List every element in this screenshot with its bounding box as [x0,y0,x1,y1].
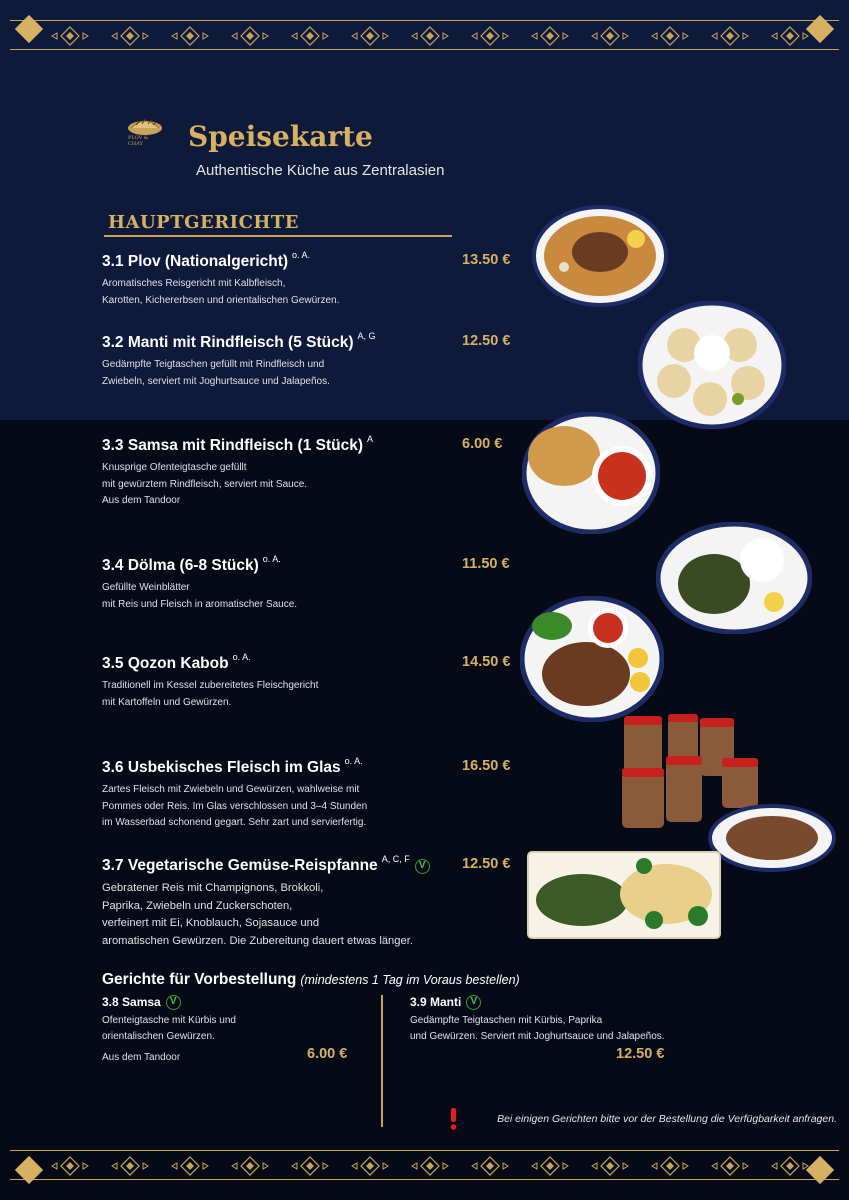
allergen-codes: o. A. [344,756,363,766]
qozon-kabob-photo [520,596,664,722]
border-diamond-motif [772,27,808,45]
dish-qozon-kabob [102,652,522,711]
restaurant-logo [126,117,164,147]
prebook-note: (mindestens 1 Tag im Voraus bestellen) [300,973,520,987]
allergen-codes: A [367,434,374,444]
border-diamond-motif [652,27,688,45]
dish-price: 16.50 € [462,758,511,774]
allergen-codes: o. A. [262,554,281,564]
dish-fleisch-im-glas [102,756,522,832]
prebook-price-samsa: 6.00 € [307,1046,348,1062]
dish-price: 14.50 € [462,654,511,670]
border-diamond-motif [472,27,508,45]
dish-description: Aromatisches Reisgericht mit Kalbfleisch, Karotten, Kichererbsen und orientalischen Gewürzen. [102,278,340,306]
vegetarian-icon: V [166,995,181,1010]
dish-price: 6.00 € [462,436,503,452]
diamond-border-pattern [10,1151,839,1181]
dish-doelma [102,554,522,613]
prebook-divider [381,995,383,1127]
border-diamond-motif [172,27,208,45]
diamond-border-pattern [10,21,839,51]
border-diamond-motif [592,1157,628,1175]
allergen-codes: o. A. [292,250,311,260]
allergen-codes: A, C, F [381,854,410,864]
border-diamond-motif [112,27,148,45]
border-diamond-motif [232,27,268,45]
border-diamond-motif [652,1157,688,1175]
availability-footnote: Bei einigen Gerichten bitte vor der Bestellung die Verfügbarkeit anfragen. [497,1113,837,1125]
dish-manti [102,331,522,390]
prebook-item-name: 3.9 Manti V [410,995,710,1010]
section-divider [104,235,452,237]
menu-subtitle: Authentische Küche aus Zentralasien [196,162,445,179]
prebook-item-extra: Aus dem Tandoor [102,1052,181,1063]
dish-description: Gefüllte Weinblätter mit Reis und Fleisch in aromatischer Sauce. [102,582,298,610]
doelma-photo [656,522,812,634]
dish-name: 3.4 Dölma (6-8 Stück) $^{o. A.}$ [102,554,281,574]
gemuese-reispfanne-photo [526,850,722,940]
border-diamond-motif [532,1157,568,1175]
exclamation-icon [449,1108,458,1130]
border-diamond-motif [412,27,448,45]
dish-name: 3.5 Qozon Kabob $^{o. A.}$ [102,652,251,672]
top-ornament-border [10,20,839,50]
border-diamond-motif [52,1157,88,1175]
dish-name: 3.3 Samsa mit Rindfleisch (1 Stück) $^A$ [102,434,374,454]
dish-description: Traditionell im Kessel zubereitetes Fleischgericht mit Kartoffeln und Gewürzen. [102,680,319,708]
border-diamond-motif [52,27,88,45]
logo-emblem-icon [126,117,164,137]
border-diamond-motif [292,1157,328,1175]
samsa-photo [522,412,660,534]
prebook-heading: Gerichte für Vorbestellung (mindestens 1 Tag im Voraus bestellen) [102,971,520,988]
border-diamond-motif [532,27,568,45]
border-diamond-motif [292,27,328,45]
prebook-price-manti: 12.50 € [616,1046,665,1062]
bottom-ornament-border [10,1150,839,1180]
prebook-item-description: Gedämpfte Teigtaschen mit Kürbis, Paprika und Gewürzen. Serviert mit Joghurtsauce und Jalapeños. [410,1015,665,1042]
border-diamond-motif [112,1157,148,1175]
border-diamond-motif [412,1157,448,1175]
border-diamond-motif [472,1157,508,1175]
menu-title: Speisekarte [188,120,373,153]
dish-name: 3.7 Vegetarische Gemüse-Reispfanne $^{A, C, F}$V [102,854,522,875]
prebook-item-name: 3.8 Samsa V [102,995,362,1010]
logo-text: PLOV & CHAY [128,135,149,147]
border-diamond-motif [232,1157,268,1175]
dish-description: Gedämpfte Teigtaschen gefüllt mit Rindfleisch und Zwiebeln, serviert mit Joghurtsauce und Jalapeños. [102,359,330,387]
vegetarian-icon: V [415,859,430,874]
allergen-codes: A, G [357,331,376,341]
dish-price: 12.50 € [462,856,511,872]
prebook-item-manti [410,995,710,1045]
plov-photo [532,205,668,307]
dish-description: Gebratener Reis mit Champignons, Brokkoli, Paprika, Zwiebeln und Zuckerschoten, verfeinert mit Ei, Knoblauch, Sojasauce und aromatischen Gewürzen. Die Zubereitung dauert etwas länger. [102,882,413,948]
border-diamond-motif [352,1157,388,1175]
dish-price: 13.50 € [462,252,511,268]
vegetarian-icon: V [466,995,481,1010]
border-diamond-motif [592,27,628,45]
border-diamond-motif [712,27,748,45]
prebook-item-description: Ofenteigtasche mit Kürbis und orientalischen Gewürzen. [102,1015,236,1042]
dish-samsa [102,434,522,510]
dish-plov [102,250,522,309]
dish-price: 11.50 € [462,556,510,572]
border-diamond-motif [772,1157,808,1175]
allergen-codes: o. A. [232,652,251,662]
dish-description: Knusprige Ofenteigtasche gefüllt mit gewürztem Rindfleisch, serviert mit Sauce. Aus dem Tandoor [102,462,308,506]
dish-name: 3.1 Plov (Nationalgericht) $^{o. A.}$ [102,250,311,270]
section-heading: HAUPTGERICHTE [108,212,300,233]
border-diamond-motif [352,27,388,45]
dish-description: Zartes Fleisch mit Zwiebeln und Gewürzen, wahlweise mit Pommes oder Reis. Im Glas verschlossen und 3–4 Stunden im Wasserbad schonend gegart. Sehr zart und servierfertig. [102,784,368,828]
dish-name: 3.6 Usbekisches Fleisch im Glas $^{o. A.}$ [102,756,363,776]
border-diamond-motif [172,1157,208,1175]
dish-price: 12.50 € [462,333,511,349]
dish-name: 3.2 Manti mit Rindfleisch (5 Stück) $^{A, G}$ [102,331,376,351]
manti-photo [638,301,786,429]
border-diamond-motif [712,1157,748,1175]
dish-gemuese-reispfanne [102,854,522,951]
